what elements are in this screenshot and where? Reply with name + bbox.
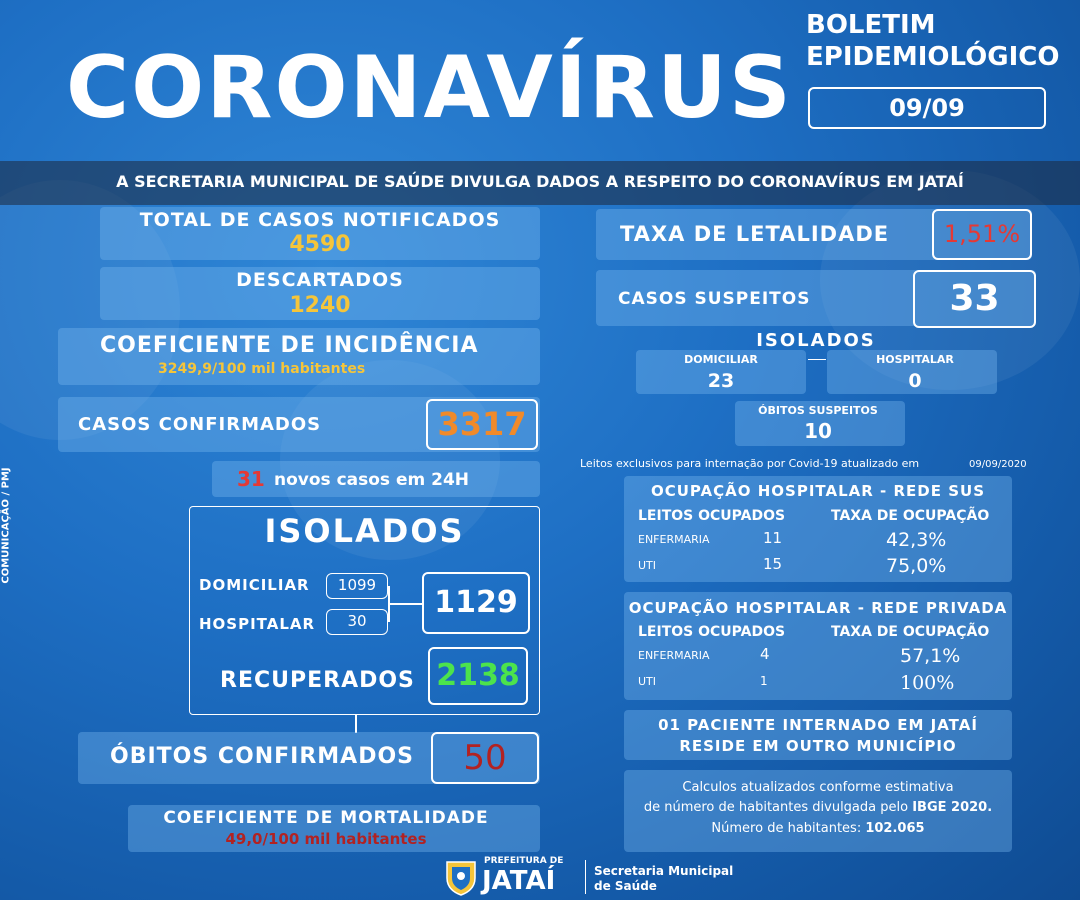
total-cases-label: TOTAL DE CASOS NOTIFICADOS <box>139 209 501 231</box>
new-cases-text: novos casos em 24H <box>274 470 470 490</box>
isolated-total-value: 1129 <box>422 572 530 634</box>
suspect-home-label: DOMICILIAR <box>684 353 758 366</box>
lethality-value: 1,51% <box>932 209 1032 260</box>
hospital-isolated-value: 30 <box>326 609 388 635</box>
suspect-deaths-label: ÓBITOS SUSPEITOS <box>758 404 878 417</box>
private-ward-label: ENFERMARIA <box>638 649 710 662</box>
suspect-deaths-value: 10 <box>804 419 832 443</box>
bulletin-date: 09/09 <box>808 87 1046 129</box>
calc-line2 <box>624 800 1012 815</box>
sus-icu-label: UTI <box>638 559 657 572</box>
recovered-label: RECUPERADOS <box>220 668 415 693</box>
home-isolated-value: 1099 <box>326 573 388 599</box>
beds-date: 09/09/2020 <box>969 459 1027 470</box>
incidence-label: COEFICIENTE DE INCIDÊNCIA <box>100 333 479 358</box>
credit-text: COMUNICAÇÃO / PMJ <box>0 467 12 584</box>
sus-ward-value: 11 <box>763 529 783 547</box>
private-ward-rate: 57,1% <box>900 645 961 667</box>
suspect-home-value: 23 <box>707 370 735 392</box>
lethality-label: TAXA DE LETALIDADE <box>620 222 890 246</box>
sus-icu-rate: 75,0% <box>886 555 947 577</box>
private-icu-value: 1 <box>760 674 768 688</box>
calc-line3 <box>624 821 1012 836</box>
sus-col-rate: TAXA DE OCUPAÇÃO <box>831 508 990 524</box>
suspect-label: CASOS SUSPEITOS <box>618 289 811 309</box>
private-occupancy-title: OCUPAÇÃO HOSPITALAR - REDE PRIVADA <box>628 599 1008 617</box>
patient-line1: 01 PACIENTE INTERNADO EM JATAÍ <box>658 716 978 734</box>
bulletin-title-line1: BOLETIM <box>806 10 936 40</box>
beds-note: Leitos exclusivos para internação por Covid-19 atualizado em <box>580 457 920 470</box>
sus-occupancy-title: OCUPAÇÃO HOSPITALAR - REDE SUS <box>650 482 985 500</box>
private-icu-label: UTI <box>638 675 657 688</box>
footer-prefeitura: PREFEITURA DE <box>484 856 564 866</box>
home-isolated-label: DOMICILIAR <box>199 576 310 594</box>
discarded-label: DESCARTADOS <box>236 269 404 291</box>
deaths-value: 50 <box>431 732 539 784</box>
private-icu-rate: 100% <box>900 672 955 694</box>
private-col-beds: LEITOS OCUPADOS <box>638 624 786 640</box>
mortality-label: COEFICIENTE DE MORTALIDADE <box>163 808 489 828</box>
deaths-label: ÓBITOS CONFIRMADOS <box>110 744 415 769</box>
hospital-isolated-label: HOSPITALAR <box>199 615 316 633</box>
footer-secretaria-line2: de Saúde <box>594 879 657 893</box>
mortality-value: 49,0/100 mil habitantes <box>225 830 427 848</box>
bulletin-title-line2: EPIDEMIOLÓGICO <box>806 42 1060 72</box>
recovered-value: 2138 <box>428 647 528 705</box>
sus-ward-rate: 42,3% <box>886 529 947 551</box>
city-crest-icon <box>443 856 479 896</box>
private-col-rate: TAXA DE OCUPAÇÃO <box>831 624 990 640</box>
calc-line2-source: IBGE 2020. <box>912 800 993 815</box>
suspect-value: 33 <box>913 270 1036 328</box>
footer-secretaria-line1: Secretaria Municipal <box>594 864 734 878</box>
sus-icu-value: 15 <box>763 555 783 573</box>
footer-divider <box>585 860 586 894</box>
suspect-hospital-label: HOSPITALAR <box>876 353 954 366</box>
calc-line3-text: Número de habitantes: <box>711 821 862 836</box>
patient-line2: RESIDE EM OUTRO MUNICÍPIO <box>679 737 957 755</box>
suspect-isolated-title: ISOLADOS <box>756 330 876 351</box>
confirmed-label: CASOS CONFIRMADOS <box>78 414 322 435</box>
new-cases-value: 31 <box>237 467 265 491</box>
connector-line <box>808 359 826 360</box>
connector-line <box>355 715 357 733</box>
confirmed-value: 3317 <box>426 399 538 450</box>
footer-city: JATAÍ <box>482 866 556 896</box>
total-cases-value: 4590 <box>289 232 351 257</box>
discarded-value: 1240 <box>289 293 351 318</box>
private-ward-value: 4 <box>760 645 770 663</box>
subtitle-text: A SECRETARIA MUNICIPAL DE SAÚDE DIVULGA DADOS A RESPEITO DO CORONAVÍRUS EM JATAÍ <box>116 172 964 191</box>
calc-line1: Calculos atualizados conforme estimativa <box>682 780 954 795</box>
calc-line3-population: 102.065 <box>865 821 925 836</box>
sus-ward-label: ENFERMARIA <box>638 533 710 546</box>
suspect-hospital-value: 0 <box>908 370 922 392</box>
sus-col-beds: LEITOS OCUPADOS <box>638 508 786 524</box>
main-title: CORONAVÍRUS <box>66 38 793 138</box>
connector-line <box>388 603 422 605</box>
calc-line2-text: de número de habitantes divulgada pelo <box>643 800 909 815</box>
incidence-value: 3249,9/100 mil habitantes <box>158 361 366 377</box>
isolated-title: ISOLADOS <box>264 512 465 550</box>
